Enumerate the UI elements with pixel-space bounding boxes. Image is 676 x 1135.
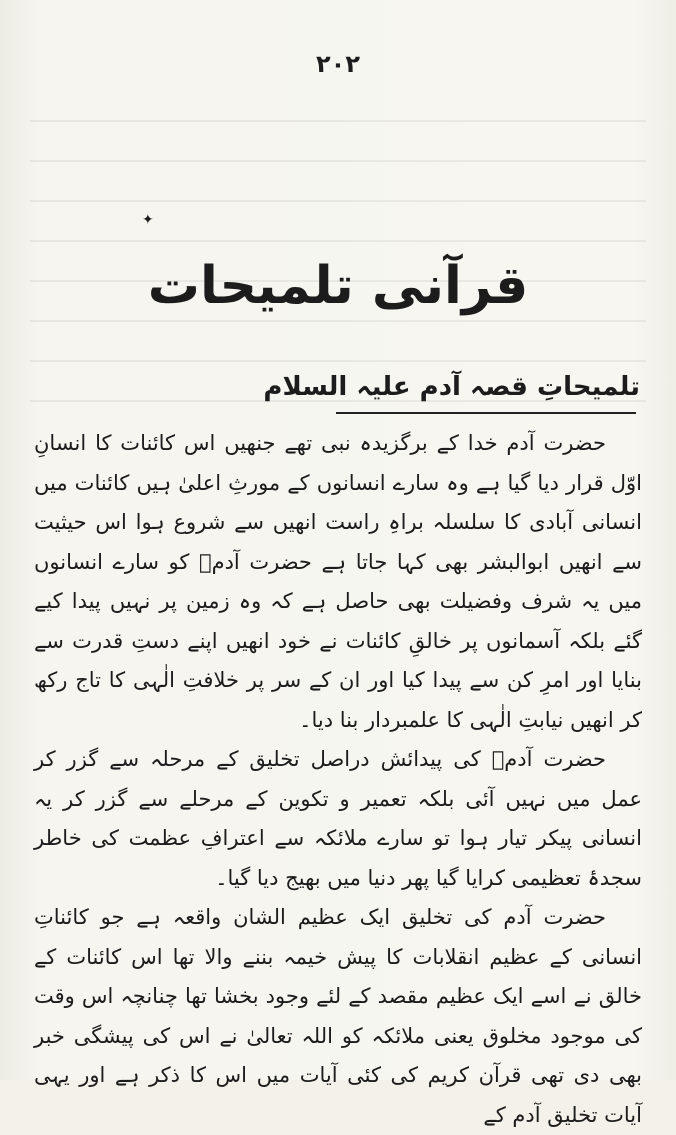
ink-mark: ✦	[142, 212, 154, 228]
page-number: ۲۰۲	[316, 50, 360, 78]
chapter-title: قرآنی تلمیحات	[147, 256, 529, 316]
heading-underline	[336, 412, 636, 414]
paragraph: حضرت آدم خدا کے برگزیدہ نبی تھے جنھیں اس کائنات کا انسانِ اوّل قرار دیا گیا ہے وہ سارے انسانوں کے مورثِ اعلیٰ ہیں کائنات میں انسانی آبادی کا سلسلہ براہِ راست انھیں سے شروع ہوا اس حیثیت سے انھیں ابوالبشر بھی کہا جاتا ہے حضرت آدمؑ کو سارے انسانوں میں یہ شرف وفضیلت بھی حاصل ہے کہ وہ زمین پر نہیں پیدا کیے گئے بلکہ آسمانوں پر خالقِ کائنات نے خود انھیں اپنے دستِ قدرت سے بنایا اور امرِ کن سے پیدا کیا اور ان کے سر پر خلافتِ الٰہی کا تاج رکھ کر انھیں نیابتِ الٰہی کا علمبردار بنا دیا۔	[34, 431, 642, 732]
paragraph: حضرت آدم کی تخلیق ایک عظیم الشان واقعہ ہے جو کائناتِ انسانی کے عظیم انقلابات کا پیش خیمہ بننے والا تھا اس کائنات کے خالق نے اسے ایک عظیم مقصد کے لئے وجود بخشا تھا چنانچہ اس وقت کی موجود مخلوق یعنی ملائکہ کو اللہ تعالیٰ نے اس کی پیشگی خبر بھی دی تھی قرآن کریم کی کئی آیات میں اس کا ذکر ہے اور یہی آیات تخلیق آدم کے	[34, 905, 642, 1127]
show-through-text	[30, 86, 646, 406]
body-text	[34, 424, 642, 1135]
section-heading: تلمیحاتِ قصہ آدم علیہ السلام	[263, 372, 640, 402]
paragraph: حضرت آدمؑ کی پیدائش دراصل تخلیق کے مرحلہ سے گزر کر عمل میں نہیں آئی بلکہ تعمیر و تکوین کے مرحلے سے گزر کر یہ انسانی پیکر تیار ہوا تو سارے ملائکہ سے اعترافِ عظمت کی خاطر سجدۂ تعظیمی کرایا گیا پھر دنیا میں بھیج دیا گیا۔	[34, 747, 642, 890]
